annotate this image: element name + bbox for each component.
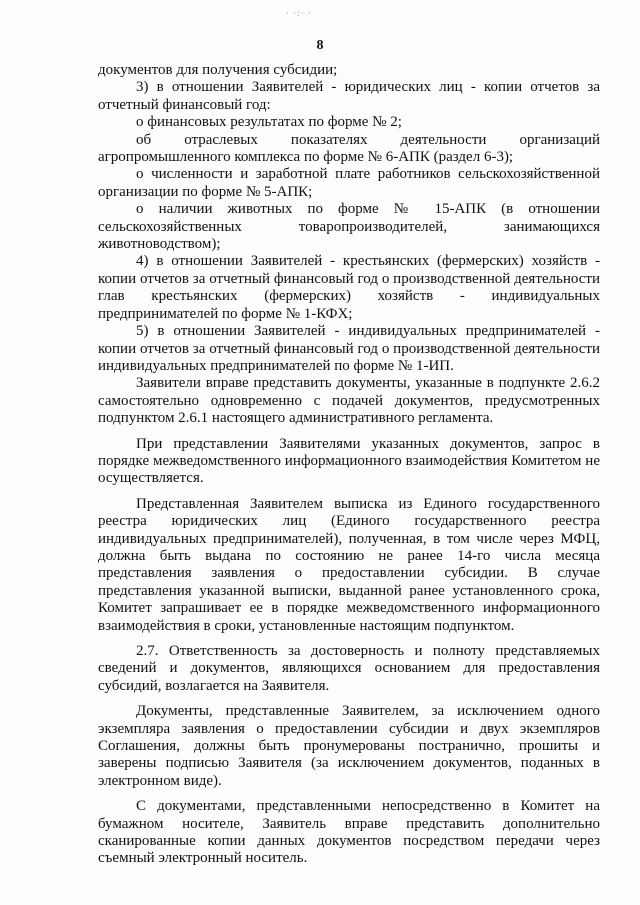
paragraph-item-3: 3) в отношении Заявителей - юридических лиц - копии отчетов за отчетный финансовый год: bbox=[98, 79, 600, 113]
paragraph-applicants-right: Заявители вправе представить документы, указанные в подпункте 2.6.2 самостоятельно одновременно с подачей документов, предусмотренных подпунктом 2.6.1 настоящего административного регламента. bbox=[98, 375, 600, 427]
paragraph-item-4: 4) в отношении Заявителей - крестьянских (фермерских) хозяйств - копии отчетов за отчетный финансовый год о производственной деятельности глав крестьянских (фермерских) хозяйств - индивидуальных предпринимателей по форме № 1-КФХ; bbox=[98, 253, 600, 322]
paragraph-report-2: о финансовых результатах по форме № 2; bbox=[136, 114, 402, 131]
paragraph-report-6apk: об отраслевых показателях деятельности организаций агропромышленного комплекса по форме № 6-АПК (раздел 6-3); bbox=[98, 131, 600, 166]
paragraph-continuation: документов для получения субсидии; bbox=[98, 62, 338, 78]
document-body bbox=[98, 62, 600, 868]
paragraph-no-request: При представлении Заявителями указанных документов, запрос в порядке межведомственного информационного взаимодействия Комитетом не осуществляется. bbox=[98, 435, 600, 487]
scan-artifact: · ·:· · bbox=[286, 8, 312, 18]
paragraph-documents-numbered: Документы, представленные Заявителем, за исключением одного экземпляра заявления о предоставлении субсидии и двух экземпляров Соглашения, должны быть пронумерованы постранично, прошиты и заверены подписью Заявителя (за исключением документов, поданных в электронном виде). bbox=[98, 703, 600, 789]
paragraph-report-5apk: о численности и заработной плате работников сельскохозяйственной организации по форме № 5-АПК; bbox=[98, 166, 600, 200]
paragraph-scanned-copies: С документами, представленными непосредственно в Комитет на бумажном носителе, Заявитель вправе представить дополнительно сканированные копии данных документов посредством передачи через съемный электронный носитель. bbox=[98, 798, 600, 867]
paragraph-registry-extract: Представленная Заявителем выписка из Единого государственного реестра юридических лиц (Единого государственного реестра индивидуальных предпринимателей), полученная, в том числе через МФЦ, должна быть выдана по состоянию не ранее 14-го числа месяца представления заявления о предоставлении субсидии. В случае представления указанной выписки, выданной ранее установленного срока, Комитет запрашивает ее в порядке межведомственного информационного взаимодействия в сроки, установленные настоящим подпунктом. bbox=[98, 495, 600, 634]
paragraph-item-5: 5) в отношении Заявителей - индивидуальных предпринимателей - копии отчетов за отчетный финансовый год о производственной деятельности индивидуальных предпринимателей по форме № 1-ИП. bbox=[98, 323, 600, 374]
page-number: 8 bbox=[316, 38, 324, 53]
paragraph-section-2-7: 2.7. Ответственность за достоверность и полноту представляемых сведений и документов, являющихся основанием для предоставления субсидий, возлагается на Заявителя. bbox=[98, 643, 600, 694]
paragraph-report-15apk: о наличии животных по форме № 15-АПК (в отношении сельскохозяйственных товаропроизводителей, занимающихся животноводством); bbox=[98, 201, 600, 253]
